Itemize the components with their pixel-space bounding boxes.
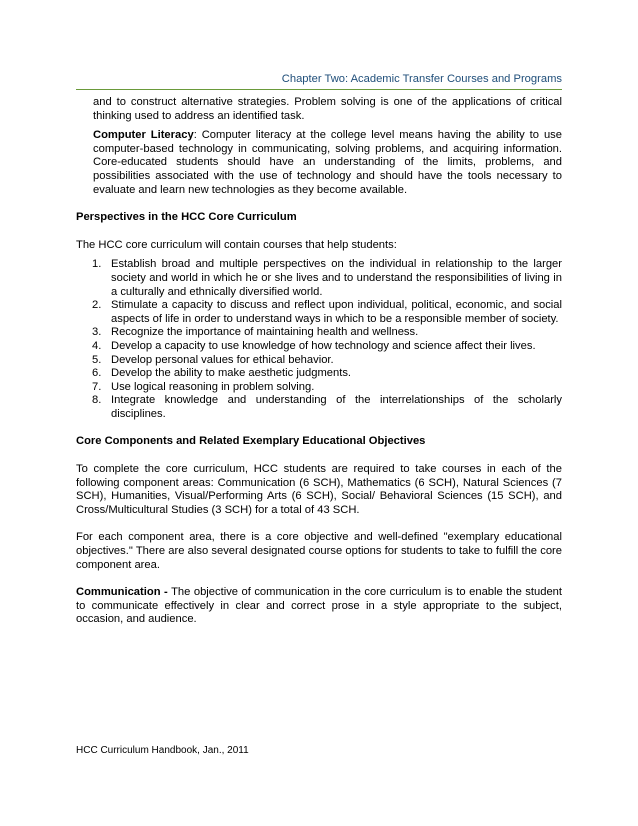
list-item: 1. Establish broad and multiple perspectives on the individual in relationship to the larger society and world in which he or she lives and to understand the responsibilities of living in a culturally and ethnically diversified world. <box>92 258 562 298</box>
list-item: 7. Use logical reasoning in problem solving. <box>92 380 315 393</box>
list-item: 4. Develop a capacity to use knowledge of how technology and science affect their lives. <box>92 339 536 352</box>
perspectives-lead: The HCC core curriculum will contain courses that help students: <box>76 238 397 251</box>
core-components-heading: Core Components and Related Exemplary Educational Objectives <box>76 435 426 448</box>
computer-literacy-term: Computer Literacy <box>93 129 194 142</box>
page-footer: HCC Curriculum Handbook, Jan., 2011 <box>76 745 249 756</box>
page-header: Chapter Two: Academic Transfer Courses and Programs <box>281 73 562 85</box>
header-rule <box>76 89 562 90</box>
communication-paragraph <box>76 586 562 627</box>
computer-literacy-text: : Computer literacy at the college level means having the ability to use computer-based technology in communicating, solving problems, and acquiring information. Core-educated students should have an understanding of the limits, problems, and possibilities associated with the use of technology and should have the tools necessary to evaluate and learn new technologies as they become available. <box>93 129 562 196</box>
core-components-paragraph: To complete the core curriculum, HCC students are required to take courses in each of the following component areas: Communication (6 SCH), Mathematics (6 SCH), Natural Sciences (7 SCH), Humanities, Visual/Performing Arts (6 SCH), Social/ Behavioral Sciences (15 SCH), and Cross/Multicultural Studies (3 SCH) for a total of 43 SCH. <box>76 463 562 516</box>
communication-term: Communication - <box>76 586 168 599</box>
perspectives-heading: Perspectives in the HCC Core Curriculum <box>76 211 297 224</box>
list-item: 3. Recognize the importance of maintaining health and wellness. <box>92 326 419 339</box>
computer-literacy-paragraph <box>93 129 562 197</box>
list-item: 6. Develop the ability to make aesthetic judgments. <box>92 367 352 380</box>
perspectives-list <box>76 258 562 421</box>
page-content <box>76 96 562 627</box>
list-item: 5. Develop personal values for ethical behavior. <box>92 353 334 366</box>
list-item: 2. Stimulate a capacity to discuss and reflect upon individual, political, economic, and social aspects of life in order to understand ways in which to be a responsible member of society. <box>92 299 562 325</box>
intro-paragraph: and to construct alternative strategies. Problem solving is one of the applications of critical thinking used to address an identified task. <box>93 96 562 122</box>
communication-text: The objective of communication in the core curriculum is to enable the student to communicate effectively in clear and correct prose in a style appropriate to the subject, occasion, and audience. <box>76 586 562 626</box>
component-objectives-paragraph: For each component area, there is a core objective and well-defined "exemplary educational objectives." There are also several designated course options for students to take to fulfill the core component area. <box>76 531 562 571</box>
list-item: 8. Integrate knowledge and understanding of the interrelationships of the scholarly disciplines. <box>92 394 562 420</box>
